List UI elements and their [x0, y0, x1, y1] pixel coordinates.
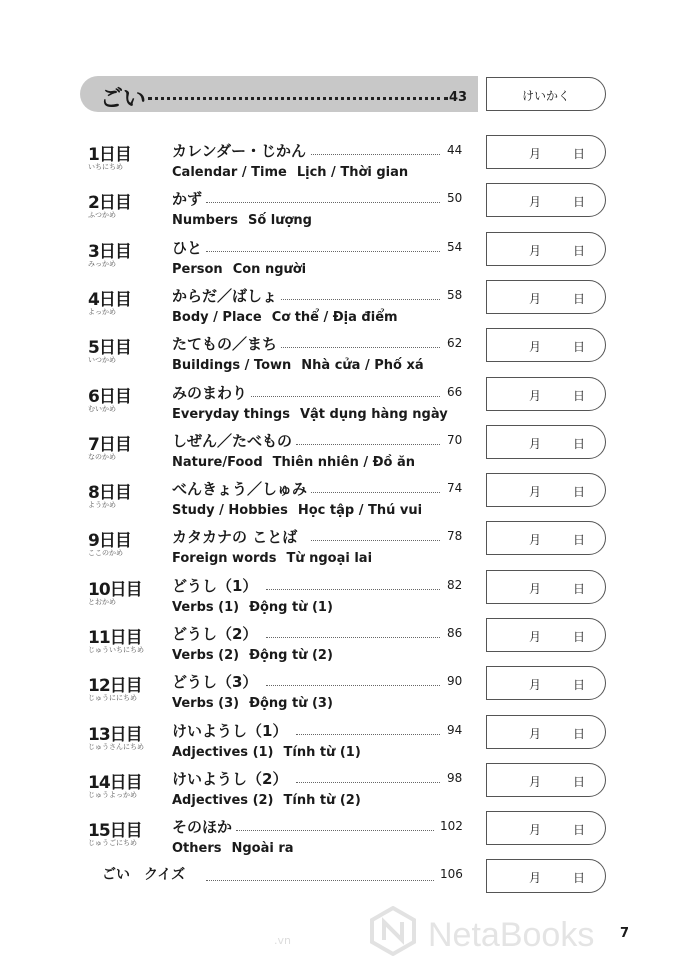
- day-label: 日: [573, 437, 586, 451]
- leader-dots: [296, 444, 440, 445]
- section-page-number: 43: [449, 90, 468, 105]
- english-title: Adjectives (2): [172, 793, 274, 808]
- day-ruby: ここのかめ: [88, 549, 123, 557]
- day-label: 6日目: [88, 387, 131, 407]
- chapter-page-number: 86: [447, 626, 463, 640]
- leader-dots: [311, 540, 440, 541]
- chapter-subtitle: [172, 600, 333, 615]
- day-ruby: なのかめ: [88, 453, 116, 461]
- english-title: Person: [172, 262, 223, 277]
- day-heading: [88, 140, 150, 180]
- day-label: 2日目: [88, 193, 131, 213]
- vietnamese-title: Động từ (3): [249, 696, 333, 711]
- chapter-subtitle: [172, 310, 398, 325]
- chapter-page-number: 82: [447, 578, 463, 592]
- day-label: 日: [573, 195, 586, 209]
- english-title: Foreign words: [172, 551, 277, 566]
- vietnamese-title: Học tập / Thú vui: [297, 503, 423, 518]
- chapter-page-number: 54: [447, 240, 463, 254]
- chapter-title: どうし（3）: [172, 673, 258, 691]
- day-ruby: じゅうごにちめ: [88, 839, 137, 847]
- watermark-suffix: .vn: [274, 934, 291, 947]
- leader-dots: [206, 202, 440, 203]
- day-label: 1日目: [88, 145, 131, 165]
- day-label: 日: [573, 147, 586, 161]
- chapter-page-number: 62: [447, 336, 463, 350]
- vietnamese-title: Ngoài ra: [231, 841, 294, 856]
- day-ruby: じゅうさんにちめ: [88, 743, 144, 751]
- leader-dots: [296, 782, 440, 783]
- chapter-subtitle: [172, 551, 372, 566]
- chapter-title: カレンダー・じかん: [172, 142, 307, 160]
- leader-dots: [251, 396, 440, 397]
- day-ruby: みっかめ: [88, 260, 116, 268]
- date-box: [486, 135, 606, 169]
- day-heading: [88, 382, 150, 422]
- chapter-page-number: 102: [440, 819, 463, 833]
- day-heading: [88, 430, 150, 470]
- day-label: 13日目: [88, 725, 142, 745]
- day-label: 日: [573, 244, 586, 258]
- chapter-title: けいようし（1）: [172, 722, 288, 740]
- chapter-subtitle: [172, 503, 422, 518]
- day-label: 日: [573, 533, 586, 547]
- chapter-page-number: 90: [447, 674, 463, 688]
- watermark-brand: NetaBooks: [428, 916, 595, 954]
- quiz-leader-dots: [206, 880, 434, 881]
- vietnamese-title: Cơ thể / Địa điểm: [271, 310, 398, 325]
- vietnamese-title: Động từ (2): [249, 648, 333, 663]
- date-box: [486, 280, 606, 314]
- month-label: 月: [529, 630, 542, 644]
- english-title: Everyday things: [172, 407, 290, 422]
- leader-dots: [311, 154, 440, 155]
- day-ruby: じゅういちにちめ: [88, 646, 144, 654]
- date-box: [486, 328, 606, 362]
- month-label: 月: [529, 485, 542, 499]
- month-label: 月: [529, 292, 542, 306]
- vietnamese-title: Động từ (1): [249, 600, 333, 615]
- month-label: 月: [529, 871, 542, 885]
- english-title: Verbs (1): [172, 600, 240, 615]
- date-box: [486, 763, 606, 797]
- plan-box: [486, 77, 606, 111]
- chapter-title: からだ／ばしょ: [172, 287, 278, 305]
- day-ruby: じゅうよっかめ: [88, 791, 137, 799]
- chapter-title: けいようし（2）: [172, 770, 288, 788]
- day-label: 日: [573, 630, 586, 644]
- month-label: 月: [529, 147, 542, 161]
- day-ruby: ようかめ: [88, 501, 116, 509]
- day-label: 日: [573, 823, 586, 837]
- day-heading: [88, 768, 150, 808]
- netabooks-logo-icon: [368, 906, 418, 956]
- date-box: [486, 377, 606, 411]
- date-box: [486, 232, 606, 266]
- day-label: 日: [573, 871, 586, 885]
- english-title: Adjectives (1): [172, 745, 274, 760]
- leader-dots: [296, 734, 440, 735]
- quiz-date-box: [486, 859, 606, 893]
- english-title: Buildings / Town: [172, 358, 292, 373]
- day-ruby: じゅうににちめ: [88, 694, 137, 702]
- day-label: 3日目: [88, 242, 131, 262]
- day-label: 日: [573, 727, 586, 741]
- day-heading: [88, 188, 150, 228]
- day-label: 4日目: [88, 290, 131, 310]
- date-box: [486, 570, 606, 604]
- day-label: 10日目: [88, 580, 142, 600]
- vietnamese-title: Thiên nhiên / Đồ ăn: [272, 455, 416, 470]
- month-label: 月: [529, 389, 542, 403]
- day-label: 7日目: [88, 435, 131, 455]
- date-box: [486, 666, 606, 700]
- chapter-title: そのほか: [172, 818, 233, 836]
- day-label: 8日目: [88, 483, 131, 503]
- day-heading: [88, 333, 150, 373]
- vietnamese-title: Lịch / Thời gian: [296, 165, 409, 180]
- leader-dots: [236, 830, 434, 831]
- day-label: 日: [573, 292, 586, 306]
- day-ruby: とおかめ: [88, 598, 116, 606]
- date-box: [486, 425, 606, 459]
- day-label: 日: [573, 582, 586, 596]
- day-label: 12日目: [88, 676, 142, 696]
- chapter-page-number: 74: [447, 481, 463, 495]
- month-label: 月: [529, 727, 542, 741]
- english-title: Study / Hobbies: [172, 503, 288, 518]
- month-label: 月: [529, 244, 542, 258]
- english-title: Body / Place: [172, 310, 262, 325]
- chapter-title: かず: [172, 190, 203, 208]
- plan-label: けいかく: [521, 89, 570, 103]
- vietnamese-title: Vật dụng hàng ngày: [299, 407, 448, 422]
- chapter-page-number: 94: [447, 723, 463, 737]
- chapter-subtitle: [172, 213, 312, 228]
- vietnamese-title: Từ ngoại lai: [286, 551, 373, 566]
- chapter-page-number: 50: [447, 191, 463, 205]
- chapter-title: ひと: [172, 239, 203, 257]
- day-heading: [88, 575, 150, 615]
- chapter-page-number: 78: [447, 529, 463, 543]
- day-heading: [88, 478, 150, 518]
- chapter-subtitle: [172, 262, 306, 277]
- vietnamese-title: Số lượng: [247, 213, 312, 228]
- chapter-subtitle: [172, 455, 415, 470]
- vietnamese-title: Nhà cửa / Phố xá: [301, 358, 424, 373]
- chapter-subtitle: [172, 841, 294, 856]
- chapter-page-number: 44: [447, 143, 463, 157]
- month-label: 月: [529, 437, 542, 451]
- month-label: 月: [529, 340, 542, 354]
- month-label: 月: [529, 533, 542, 547]
- date-box: [486, 811, 606, 845]
- month-label: 月: [529, 195, 542, 209]
- leader-dots: [311, 492, 440, 493]
- leader-dots: [281, 299, 440, 300]
- chapter-subtitle: [172, 358, 424, 373]
- english-title: Numbers: [172, 213, 238, 228]
- chapter-page-number: 98: [447, 771, 463, 785]
- english-title: Nature/Food: [172, 455, 263, 470]
- quiz-label: ごい クイズ: [102, 867, 186, 883]
- day-heading: [88, 671, 150, 711]
- day-label: 9日目: [88, 531, 131, 551]
- month-label: 月: [529, 582, 542, 596]
- month-label: 月: [529, 823, 542, 837]
- leader-dots: [266, 685, 440, 686]
- day-ruby: いちにちめ: [88, 163, 123, 171]
- page-number: 7: [620, 926, 630, 941]
- day-heading: [88, 285, 150, 325]
- day-label: 日: [573, 485, 586, 499]
- chapter-page-number: 66: [447, 385, 463, 399]
- english-title: Verbs (2): [172, 648, 240, 663]
- leader-dots: [266, 637, 440, 638]
- chapter-title: みのまわり: [172, 384, 248, 402]
- day-label: 日: [573, 340, 586, 354]
- chapter-subtitle: [172, 165, 408, 180]
- day-heading: [88, 237, 150, 277]
- day-label: 日: [573, 389, 586, 403]
- chapter-title: たてもの／まち: [172, 335, 278, 353]
- day-label: 5日目: [88, 338, 131, 358]
- day-label: 日: [573, 678, 586, 692]
- date-box: [486, 521, 606, 555]
- english-title: Verbs (3): [172, 696, 240, 711]
- chapter-title: しぜん／たべもの: [172, 432, 293, 450]
- day-heading: [88, 720, 150, 760]
- chapter-title: どうし（1）: [172, 577, 258, 595]
- leader-dots: [266, 589, 440, 590]
- quiz-page-number: 106: [440, 867, 463, 881]
- chapter-subtitle: [172, 407, 448, 422]
- english-title: Others: [172, 841, 222, 856]
- vietnamese-title: Tính từ (1): [283, 745, 361, 760]
- leader-dots: [206, 251, 440, 252]
- date-box: [486, 715, 606, 749]
- day-ruby: いつかめ: [88, 356, 116, 364]
- chapter-subtitle: [172, 793, 361, 808]
- chapter-subtitle: [172, 745, 361, 760]
- day-ruby: ふつかめ: [88, 211, 116, 219]
- vietnamese-title: Con người: [232, 262, 307, 277]
- leader-dots: [281, 347, 440, 348]
- english-title: Calendar / Time: [172, 165, 287, 180]
- day-heading: [88, 526, 150, 566]
- day-ruby: よっかめ: [88, 308, 116, 316]
- day-label: 11日目: [88, 628, 142, 648]
- month-label: 月: [529, 775, 542, 789]
- month-label: 月: [529, 678, 542, 692]
- date-box: [486, 473, 606, 507]
- date-box: [486, 183, 606, 217]
- chapter-page-number: 58: [447, 288, 463, 302]
- chapter-subtitle: [172, 696, 333, 711]
- vietnamese-title: Tính từ (2): [283, 793, 361, 808]
- day-heading: [88, 816, 150, 856]
- chapter-title: べんきょう／しゅみ: [172, 480, 308, 498]
- day-label: 15日目: [88, 821, 142, 841]
- day-heading: [88, 623, 150, 663]
- chapter-title: どうし（2）: [172, 625, 258, 643]
- header-leader-dots: [148, 97, 448, 100]
- day-label: 日: [573, 775, 586, 789]
- chapter-page-number: 70: [447, 433, 463, 447]
- day-ruby: むいかめ: [88, 405, 116, 413]
- watermark: [360, 900, 620, 966]
- section-title: ごい: [100, 86, 146, 112]
- chapter-subtitle: [172, 648, 333, 663]
- date-box: [486, 618, 606, 652]
- day-label: 14日目: [88, 773, 142, 793]
- chapter-title: カタカナの ことば: [172, 528, 298, 546]
